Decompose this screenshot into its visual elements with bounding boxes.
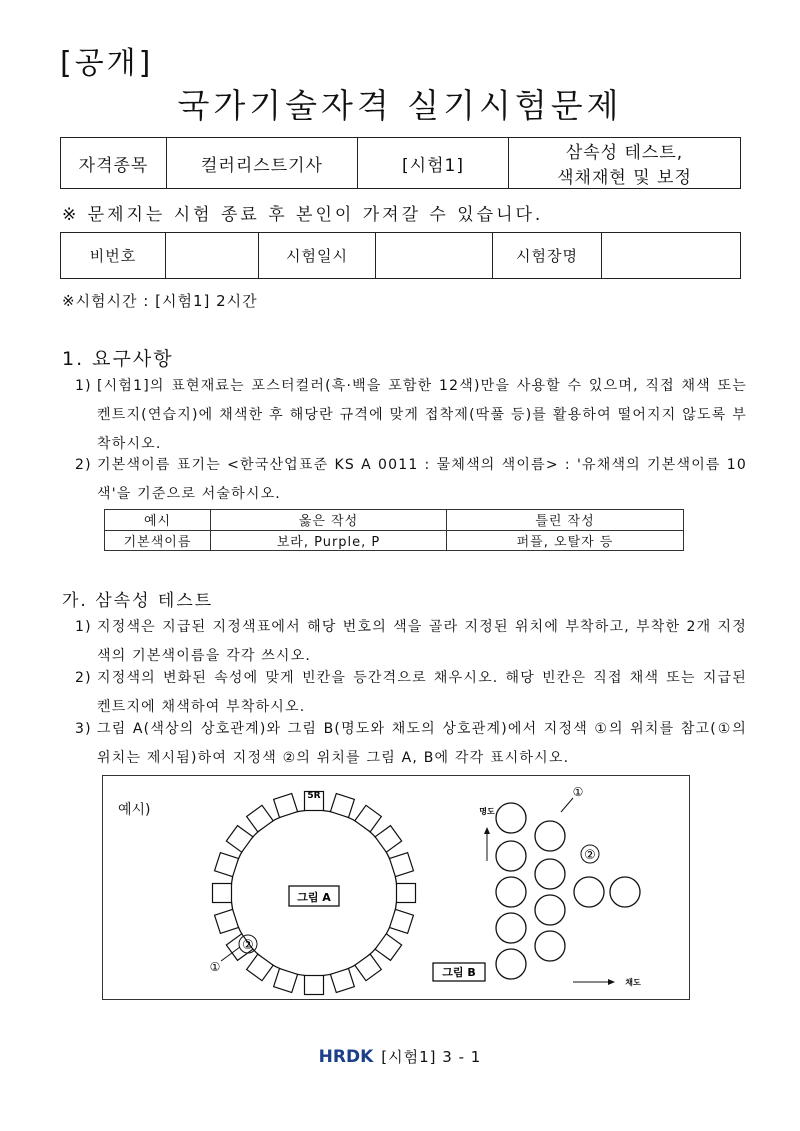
- item-text: 그림 A(색상의 상호관계)와 그림 B(명도와 채도의 상호관계)에서 지정색 ①의 위치를 참고(①의 위치는 제시됨)하여 지정색 ②의 위치를 그림 A, B에 각각 표시하시오.: [97, 721, 747, 766]
- requirement-item-1: [75, 372, 747, 459]
- room-label: 시험장명: [493, 233, 602, 279]
- room-value: [602, 233, 741, 279]
- exam-time-note: ※시험시간 : [시험1] 2시간: [62, 292, 258, 310]
- hue-ring-square: [375, 826, 402, 853]
- example-header-3: 틀린 작성: [447, 510, 684, 531]
- hue-ring-square: [226, 826, 253, 853]
- example-cell-1: 기본색이름: [105, 530, 211, 551]
- hue-ring-square: [274, 794, 298, 818]
- qualification-label: 자격종목: [61, 138, 167, 189]
- hue-ring-square: [213, 884, 232, 903]
- figure-a-label: 그림 A: [297, 891, 331, 904]
- item-number: 2): [75, 670, 92, 686]
- item-number: 1): [75, 619, 92, 635]
- color-chip-circle: [496, 877, 526, 907]
- hue-ring-square: [355, 954, 382, 981]
- marker-1-b: ①: [572, 785, 584, 799]
- color-chip-circle: [535, 931, 565, 961]
- item-text: 지정색은 지급된 지정색표에서 해당 번호의 색을 골라 지정된 위치에 부착하고, 부착한 2개 지정색의 기본색이름을 각각 쓰시오.: [97, 619, 747, 664]
- section-requirements-title: 1. 요구사항: [62, 348, 174, 370]
- chroma-label: 채도: [625, 978, 641, 987]
- qualification-table: [60, 137, 741, 189]
- item-text: [시험1]의 표현재료는 포스터컬러(흑·백을 포함한 12색)만을 사용할 수 있으며, 직접 채색 또는 켄트지(연습지)에 채색한 후 해당란 규격에 맞게 접착제(딱풀 등)를 활용하여 떨어지지 않도록 부착하시오.: [97, 378, 747, 452]
- test-item-3: [75, 715, 747, 773]
- color-chip-circle: [535, 821, 565, 851]
- test-item-1: [75, 613, 747, 671]
- color-chip-circle: [496, 949, 526, 979]
- color-chip-circle: [610, 877, 640, 907]
- example-cell-3: 퍼플, 오탈자 등: [447, 530, 684, 551]
- test-item-2: [75, 664, 747, 722]
- item-number: 1): [75, 378, 92, 394]
- date-label: 시험일시: [259, 233, 376, 279]
- hue-ring-square: [247, 954, 274, 981]
- hrdk-logo: HRDK: [318, 1047, 374, 1067]
- chroma-arrow-head: [608, 979, 615, 985]
- item-text: 기본색이름 표기는 <한국산업표준 KS A 0011 : 물체색의 색이름> : '유채색의 기본색이름 10색'을 기준으로 서술하시오.: [97, 457, 747, 502]
- example-header-2: 옳은 작성: [211, 510, 447, 531]
- figure-b-label: 그림 B: [442, 966, 476, 979]
- disclosure-tag: [공개]: [60, 46, 154, 81]
- example-label: 예시): [118, 802, 151, 818]
- example-figure: [103, 776, 689, 999]
- exam-info-table: [60, 232, 741, 279]
- hue-ring-square: [355, 805, 382, 832]
- hue-ring-square: [215, 853, 239, 877]
- hue-ring-square: [390, 909, 414, 933]
- section-test-title: 가. 삼속성 테스트: [62, 591, 214, 611]
- marker-1-leader-b: [561, 798, 573, 812]
- item-number: 2): [75, 457, 92, 473]
- hue-ring-square: [274, 969, 298, 993]
- exam-value: [시험1]: [358, 138, 509, 189]
- task-line-2: 색채재현 및 보정: [557, 168, 692, 188]
- color-chip-circle: [535, 859, 565, 889]
- page-number: [시험1] 3 - 1: [381, 1048, 482, 1066]
- color-chip-circle: [496, 803, 526, 833]
- hue-ring-square: [305, 976, 324, 995]
- task-line-1: 삼속성 테스트,: [565, 143, 684, 163]
- example-cell-2: 보라, Purple, P: [211, 530, 447, 551]
- lightness-chroma-grid: [496, 803, 640, 979]
- number-label: 비번호: [61, 233, 166, 279]
- qualification-value: 컬러리스트기사: [167, 138, 358, 189]
- hue-ring-square: [330, 969, 354, 993]
- page-title: 국가기술자격 실기시험문제: [177, 86, 623, 125]
- color-chip-circle: [496, 913, 526, 943]
- lightness-arrow-head: [484, 827, 490, 834]
- color-chip-circle: [574, 877, 604, 907]
- hue-ring-square: [390, 853, 414, 877]
- ring-top-label: 5R: [307, 791, 321, 801]
- hue-ring-square: [397, 884, 416, 903]
- marker-1-a: ①: [209, 960, 221, 974]
- date-value: [376, 233, 493, 279]
- color-chip-circle: [496, 841, 526, 871]
- item-number: 3): [75, 721, 92, 737]
- marker-2-a: ②: [242, 938, 254, 953]
- requirement-item-2: [75, 451, 747, 509]
- page-footer: [0, 1046, 800, 1067]
- hue-ring-square: [375, 934, 402, 961]
- example-figure-box: [102, 775, 690, 1000]
- example-header-1: 예시: [105, 510, 211, 531]
- notice-text: ※ 문제지는 시험 종료 후 본인이 가져갈 수 있습니다.: [62, 205, 544, 225]
- hue-ring-square: [247, 805, 274, 832]
- marker-2-b: ②: [584, 848, 596, 863]
- item-text: 지정색의 변화된 속성에 맞게 빈칸을 등간격으로 채우시오. 해당 빈칸은 직접 채색 또는 지급된 켄트지에 채색하여 부착하시오.: [97, 670, 747, 715]
- task-value: [509, 138, 741, 189]
- color-chip-circle: [535, 895, 565, 925]
- example-table: [104, 509, 684, 551]
- lightness-label: 명도: [479, 807, 495, 816]
- hue-ring-square: [330, 794, 354, 818]
- hue-ring-square: [215, 909, 239, 933]
- number-value: [166, 233, 259, 279]
